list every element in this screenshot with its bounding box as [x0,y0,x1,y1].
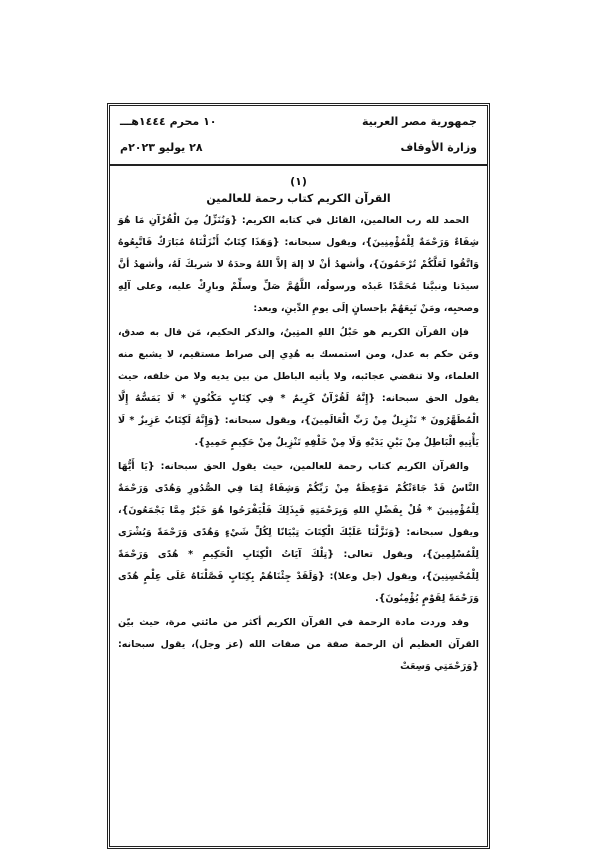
section-number: (١) [290,175,307,188]
gregorian-date: ٢٨ يوليو ٢٠٢٣م [120,141,203,154]
ministry-name: وزارة الأوقاف [400,141,477,154]
country-name: جمهورية مصر العربية [362,115,477,128]
paragraph-opening: الحمد لله رب العالمين، القائل في كتابه الكريم: {وَنُنَزِّلُ مِنَ الْقُرْآنِ مَا هُوَ شِفَاءٌ وَرَحْمَةٌ لِلْمُؤْمِنِينَ}، ويقول سبحانه: {وَهَذَا كِتَابٌ أَنْزَلْنَاهُ مُبَارَكٌ فَاتَّبِعُوهُ وَاتَّقُوا لَعَلَّكُمْ تُرْحَمُونَ}، وأشهدُ أنْ لا إلهَ إلاَّ اللهُ وحدَهُ لا شريكَ لَهُ، وأشهدُ أنَّ سيدَنا ونبيَّنا مُحَمَّدًا عَبدُه ورسولُه، اللَّهُمَّ صَلِّ وسلِّمْ وبارِكْ عليه، وعلى آلِهِ وصحبِه، ومَنْ تَبِعَهُمْ بإحسانٍ إلَى يومِ الدِّينِ، وبعد: [118,215,479,314]
page-title: القرآن الكريم كتاب رحمة للعالمين [206,192,391,205]
header-row-bottom [120,135,477,161]
header-row-top [120,109,477,135]
document-header [110,106,487,166]
paragraph-mercy-occurrences: وقد وردت مادة الرحمة في القرآن الكريم أكثر من مائتي مرة، حيث بيّن القرآن العظيم أن الرحمة صفة من صفات الله (عز وجل)، يقول سبحانه: {وَرَحْمَتِي وَسِعَتْ [118,617,479,672]
paragraph-quran-description: فإن القرآن الكريم هو حَبْلُ اللهِ المتِينُ، والذكر الحكيم، مَن قال به صدق، ومَن حكم به عدل، ومن استمسك به هُدِي إلى صراط مستقيم، لا يشبع منه العلماء، ولا تنقضي عجائبه، ولا يأتيه الباطل من بين يديه ولا من خلفه، حيث يقول الحق سبحانه: {إِنَّهُ لَقُرْآنٌ كَرِيمٌ * فِي كِتَابٍ مَكْنُونٍ * لَا يَمَسُّهُ إِلَّا الْمُطَهَّرُونَ * تَنْزِيلٌ مِنْ رَبِّ الْعَالَمِينَ}، ويقول سبحانه: {وَإِنَّهُ لَكِتَابٌ عَزِيزٌ * لَا يَأْتِيهِ الْبَاطِلُ مِنْ بَيْنِ يَدَيْهِ وَلَا مِنْ خَلْفِهِ تَنْزِيلٌ مِنْ حَكِيمٍ حَمِيدٍ}. [118,327,479,448]
hijri-date: ١٠ محرم ١٤٤٤هـــ [120,115,217,128]
document-body [110,166,487,678]
page-frame [107,103,490,849]
paragraph-mercy-for-worlds: والقرآن الكريم كتاب رحمة للعالمين، حيث يقول الحق سبحانه: {يَا أَيُّهَا النَّاسُ قَدْ جَاءَتْكُمْ مَوْعِظَةٌ مِنْ رَبِّكُمْ وَشِفَاءٌ لِمَا فِي الصُّدُورِ وَهُدًى وَرَحْمَةٌ لِلْمُؤْمِنِينَ * قُلْ بِفَضْلِ اللهِ وَبِرَحْمَتِهِ فَبِذَلِكَ فَلْيَفْرَحُوا هُوَ خَيْرٌ مِمَّا يَجْمَعُونَ}، ويقول سبحانه: {وَنَزَّلْنَا عَلَيْكَ الْكِتَابَ تِبْيَانًا لِكُلِّ شَيْءٍ وَهُدًى وَرَحْمَةً وَبُشْرَى لِلْمُسْلِمِينَ}، ويقول تعالى: {تِلْكَ آيَاتُ الْكِتَابِ الْحَكِيمِ * هُدًى وَرَحْمَةً لِلْمُحْسِنِينَ}، ويقول (جل وعلا): {وَلَقَدْ جِئْنَاهُمْ بِكِتَابٍ فَصَّلْنَاهُ عَلَى عِلْمٍ هُدًى وَرَحْمَةً لِقَوْمٍ يُؤْمِنُونَ}. [118,461,479,604]
